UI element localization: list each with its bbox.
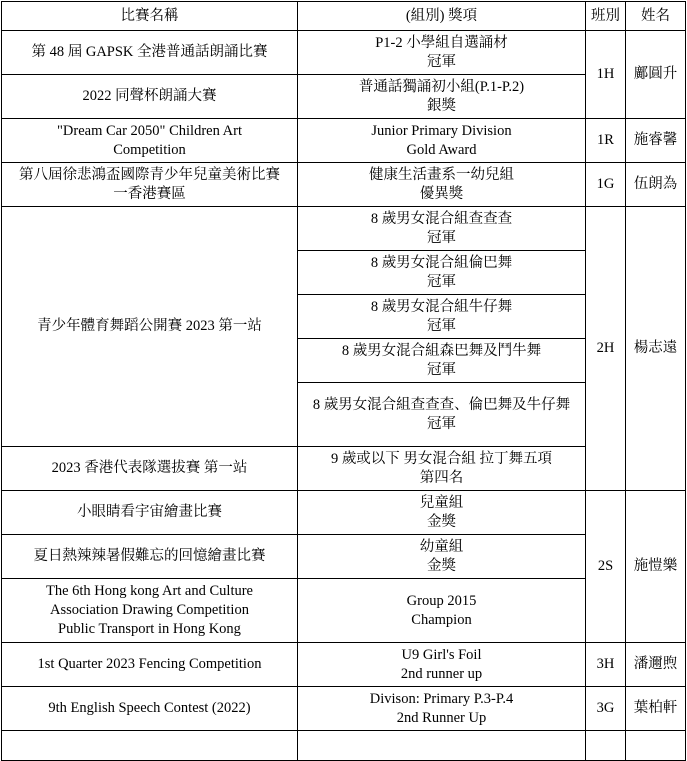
table-row bbox=[2, 643, 686, 687]
table-row bbox=[2, 207, 686, 251]
award-cell: P1-2 小學組自選誦材 冠軍 bbox=[298, 31, 586, 75]
award-cell: Junior Primary Division Gold Award bbox=[298, 119, 586, 163]
student-name-cell: 潘邇煦 bbox=[626, 643, 686, 687]
table-row bbox=[2, 119, 686, 163]
student-name-cell: 葉柏軒 bbox=[626, 687, 686, 731]
table-row bbox=[2, 31, 686, 75]
student-name-cell: 楊志遠 bbox=[626, 207, 686, 491]
award-cell: 9 歲或以下 男女混合組 拉丁舞五項 第四名 bbox=[298, 447, 586, 491]
competition-cell: 9th English Speech Contest (2022) bbox=[2, 687, 298, 731]
competition-cell: 第 48 屆 GAPSK 全港普通話朗誦比賽 bbox=[2, 31, 298, 75]
competition-cell: 1st Quarter 2023 Fencing Competition bbox=[2, 643, 298, 687]
competition-cell: 第八屆徐悲鴻盃國際青少年兒童美術比賽 一香港賽區 bbox=[2, 163, 298, 207]
student-name-cell: 施睿馨 bbox=[626, 119, 686, 163]
header-name: 姓名 bbox=[626, 2, 686, 31]
class-cell: 1R bbox=[586, 119, 626, 163]
table-row bbox=[2, 447, 686, 491]
header-award: (組別) 獎項 bbox=[298, 2, 586, 31]
table-row bbox=[2, 731, 686, 761]
class-cell: 2S bbox=[586, 491, 626, 643]
competition-cell: 2023 香港代表隊選拔賽 第一站 bbox=[2, 447, 298, 491]
class-cell: 1G bbox=[586, 163, 626, 207]
empty-cell bbox=[586, 731, 626, 761]
award-cell: 兒童組 金獎 bbox=[298, 491, 586, 535]
awards-table bbox=[1, 1, 686, 761]
student-name-cell: 伍朗為 bbox=[626, 163, 686, 207]
competition-cell: 小眼睛看宇宙繪畫比賽 bbox=[2, 491, 298, 535]
award-cell: 普通話獨誦初小組(P.1-P.2) 銀獎 bbox=[298, 75, 586, 119]
competition-cell: 2022 同聲杯朗誦大賽 bbox=[2, 75, 298, 119]
empty-cell bbox=[626, 731, 686, 761]
table-row bbox=[2, 687, 686, 731]
table-row bbox=[2, 535, 686, 579]
class-cell: 1H bbox=[586, 31, 626, 119]
header-competition: 比賽名稱 bbox=[2, 2, 298, 31]
award-cell: Divison: Primary P.3-P.4 2nd Runner Up bbox=[298, 687, 586, 731]
student-name-cell: 施愷樂 bbox=[626, 491, 686, 643]
table-row bbox=[2, 75, 686, 119]
award-cell: U9 Girl's Foil 2nd runner up bbox=[298, 643, 586, 687]
class-cell: 3H bbox=[586, 643, 626, 687]
class-cell: 3G bbox=[586, 687, 626, 731]
table-row bbox=[2, 579, 686, 643]
award-cell: 8 歲男女混合組牛仔舞 冠軍 bbox=[298, 295, 586, 339]
header-row bbox=[2, 2, 686, 31]
empty-cell bbox=[298, 731, 586, 761]
competition-cell: The 6th Hong kong Art and Culture Association Drawing Competition Public Transport in Hong Kong bbox=[2, 579, 298, 643]
award-cell: 8 歲男女混合組查查查 冠軍 bbox=[298, 207, 586, 251]
award-cell: Group 2015 Champion bbox=[298, 579, 586, 643]
award-cell: 8 歲男女混合組森巴舞及鬥牛舞 冠軍 bbox=[298, 339, 586, 383]
header-class: 班別 bbox=[586, 2, 626, 31]
award-cell: 健康生活畫系一幼兒組 優異獎 bbox=[298, 163, 586, 207]
competition-cell: 青少年體育舞蹈公開賽 2023 第一站 bbox=[2, 207, 298, 447]
empty-cell bbox=[2, 731, 298, 761]
table-row bbox=[2, 491, 686, 535]
table-row bbox=[2, 163, 686, 207]
competition-cell: "Dream Car 2050" Children Art Competition bbox=[2, 119, 298, 163]
award-cell: 幼童組 金獎 bbox=[298, 535, 586, 579]
class-cell: 2H bbox=[586, 207, 626, 491]
competition-cell: 夏日熱辣辣暑假難忘的回憶繪畫比賽 bbox=[2, 535, 298, 579]
award-cell: 8 歲男女混合組查查查、倫巴舞及牛仔舞 冠軍 bbox=[298, 383, 586, 447]
award-cell: 8 歲男女混合組倫巴舞 冠軍 bbox=[298, 251, 586, 295]
student-name-cell: 鄺圓升 bbox=[626, 31, 686, 119]
